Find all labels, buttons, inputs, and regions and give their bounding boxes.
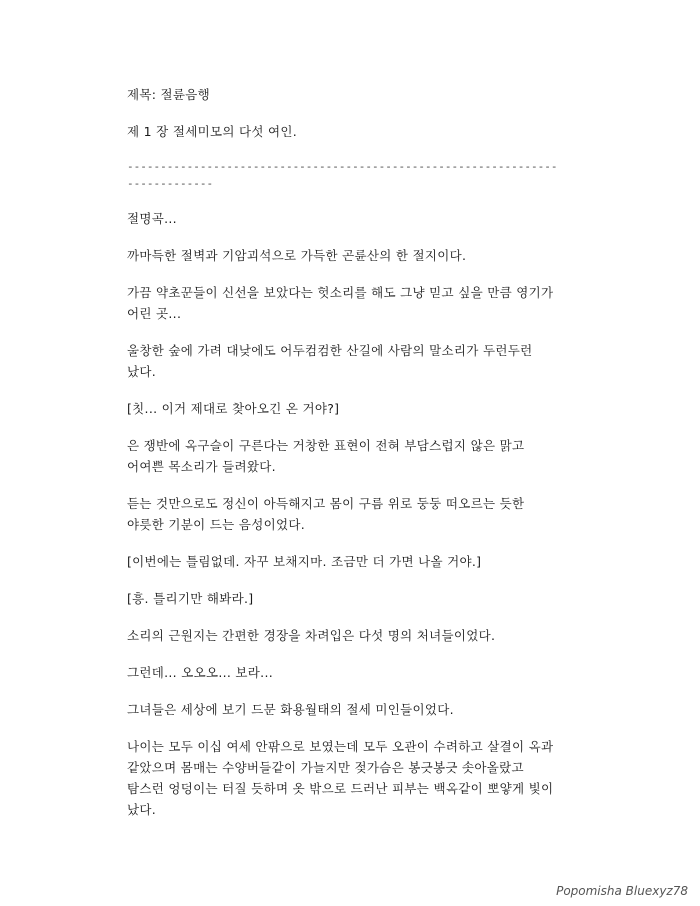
paragraph-line: 났다. (127, 802, 157, 817)
story-paragraph (127, 208, 587, 229)
paragraph-line: 어린 곳... (127, 306, 182, 321)
story-paragraph (127, 736, 587, 820)
paragraph-line: [칫... 이거 제대로 찾아오긴 온 거야?] (127, 401, 340, 416)
section-divider (127, 158, 587, 192)
chapter-heading: 제 1 장 절세미모의 다섯 여인. (127, 124, 298, 139)
paragraph-line: 그런데... 오오오... 보라... (127, 665, 274, 680)
paragraph-line: 그녀들은 세상에 보기 드문 화용월태의 절세 미인들이었다. (127, 702, 454, 717)
story-paragraph (127, 282, 587, 324)
document-title: 제목: 절륜음행 (127, 87, 211, 102)
story-paragraph (127, 435, 587, 477)
paragraph-line: [이번에는 틀림없데. 자꾸 보채지마. 조금만 더 가면 나올 거야.] (127, 554, 482, 569)
story-paragraph (127, 551, 587, 572)
divider-line-1: ----------------------------------------------------------------- (127, 160, 558, 173)
story-paragraph (127, 493, 587, 535)
paragraph-line: 가끔 약초꾼들이 신선을 보았다는 헛소리를 해도 그냥 믿고 싶을 만큼 영기가 (127, 285, 554, 300)
story-paragraph (127, 662, 587, 683)
paragraph-line: 나이는 모두 이십 여세 안팎으로 보였는데 모두 오관이 수려하고 살결이 옥과 (127, 739, 554, 754)
watermark: Popomisha Bluexyz78 (556, 884, 688, 898)
paragraph-line: 탐스런 엉덩이는 터질 듯하며 옷 밖으로 드러난 피부는 백옥같이 뽀얗게 빛이 (127, 781, 554, 796)
story-paragraph (127, 588, 587, 609)
paragraph-line: 울창한 숲에 가려 대낮에도 어두컴컴한 산길에 사람의 말소리가 두런두런 (127, 343, 533, 358)
paragraph-line: 듣는 것만으로도 정신이 아득해지고 몸이 구름 위로 둥둥 떠오르는 듯한 (127, 496, 525, 511)
paragraph-line: 까마득한 절벽과 기암괴석으로 가득한 곤륜산의 한 절지이다. (127, 248, 467, 263)
paragraph-line: 은 쟁반에 옥구슬이 구른다는 거창한 표현이 전혀 부담스럽지 않은 맑고 (127, 438, 525, 453)
document-body (127, 84, 587, 836)
story-paragraph (127, 699, 587, 720)
paragraph-line: 어여쁜 목소리가 들려왔다. (127, 459, 276, 474)
paragraph-line: 야릇한 기분이 드는 음성이었다. (127, 517, 305, 532)
divider-line-2: ------------- (127, 177, 214, 190)
story-paragraph (127, 340, 587, 382)
paragraph-line: 소리의 근원지는 간편한 경장을 차려입은 다섯 명의 처녀들이었다. (127, 628, 496, 643)
paragraph-line: 절명곡... (127, 211, 177, 226)
paragraph-line: [흥. 틀리기만 해봐라.] (127, 591, 254, 606)
story-paragraph (127, 625, 587, 646)
paragraph-line: 같았으며 몸매는 수양버들같이 가늘지만 젖가슴은 봉긋봉긋 솟아올랐고 (127, 760, 524, 775)
story-paragraph (127, 398, 587, 419)
story-paragraph (127, 245, 587, 266)
paragraph-line: 났다. (127, 364, 157, 379)
paragraph-list (127, 208, 587, 820)
